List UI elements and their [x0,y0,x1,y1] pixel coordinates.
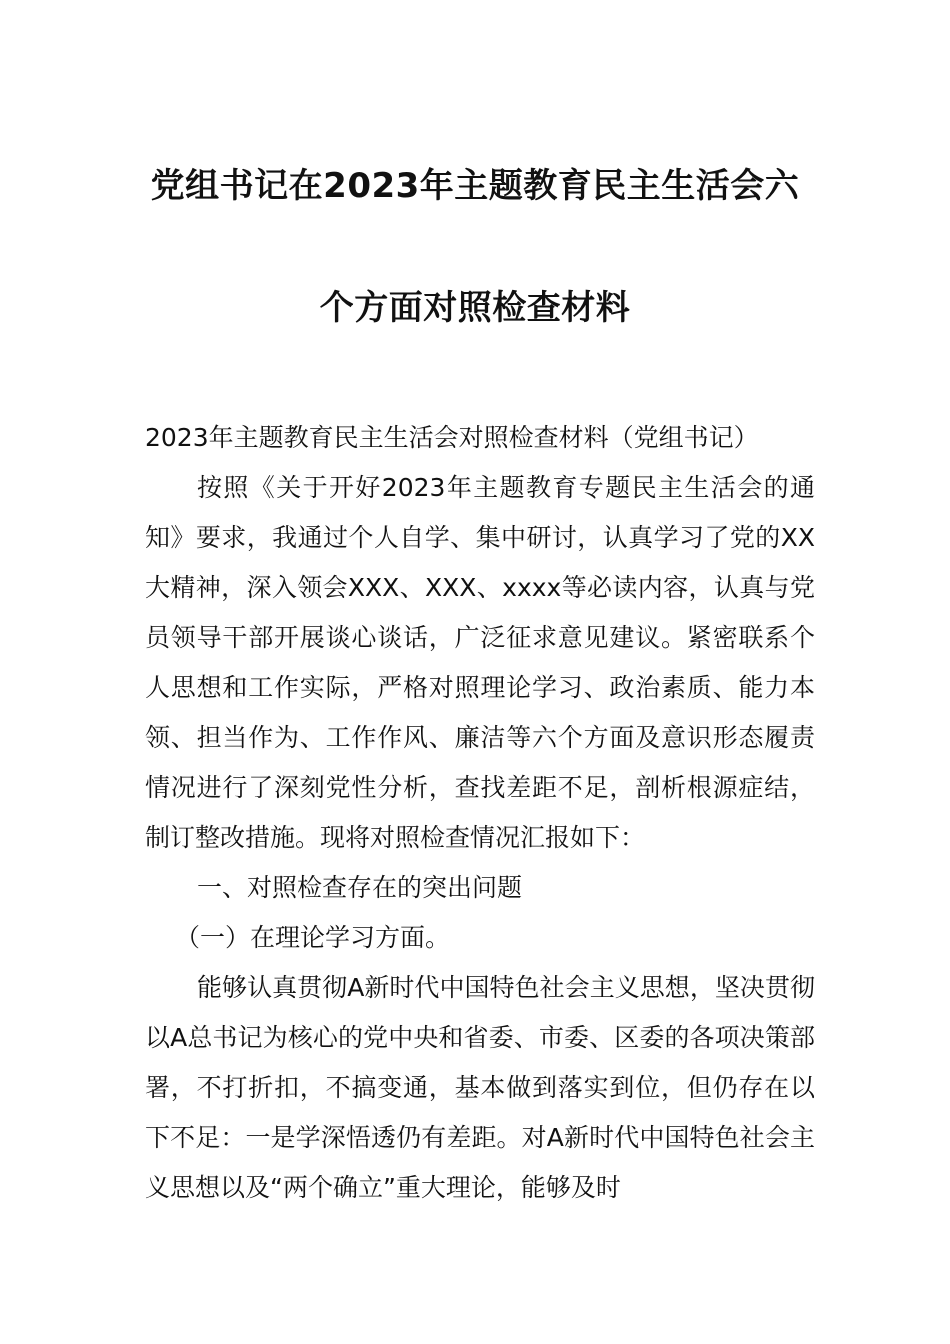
document-body [145,413,815,1213]
document-subtitle: 2023年主题教育民主生活会对照检查材料（党组书记） [145,423,759,452]
section-heading: 一、对照检查存在的突出问题 [197,873,523,902]
intro-paragraph: 按照《关于开好2023年主题教育专题民主生活会的通知》要求，我通过个人自学、集中研讨，认真学习了党的XX大精神，深入领会XXX、XXX、xxxx等必读内容，认真与党员领导干部开展谈心谈话，广泛征求意见建议。紧密联系个人思想和工作实际，严格对照理论学习、政治素质、能力本领、担当作为、工作作风、廉洁等六个方面及意识形态履责情况进行了深刻党性分析，查找差距不足，剖析根源症结，制订整改措施。现将对照检查情况汇报如下： [145,473,815,852]
document-title-line-2: 个方面对照检查材料 [319,288,631,328]
subsection-heading: （一）在理论学习方面。 [175,923,451,952]
document-title-line-1: 党组书记在2023年主题教育民主生活会六 [150,166,800,206]
body-paragraph: 能够认真贯彻A新时代中国特色社会主义思想，坚决贯彻以A总书记为核心的党中央和省委、市委、区委的各项决策部署，不打折扣，不搞变通，基本做到落实到位，但仍存在以下不足：一是学深悟透仍有差距。对A新时代中国特色社会主义思想以及“两个确立”重大理论，能够及时 [145,973,815,1202]
